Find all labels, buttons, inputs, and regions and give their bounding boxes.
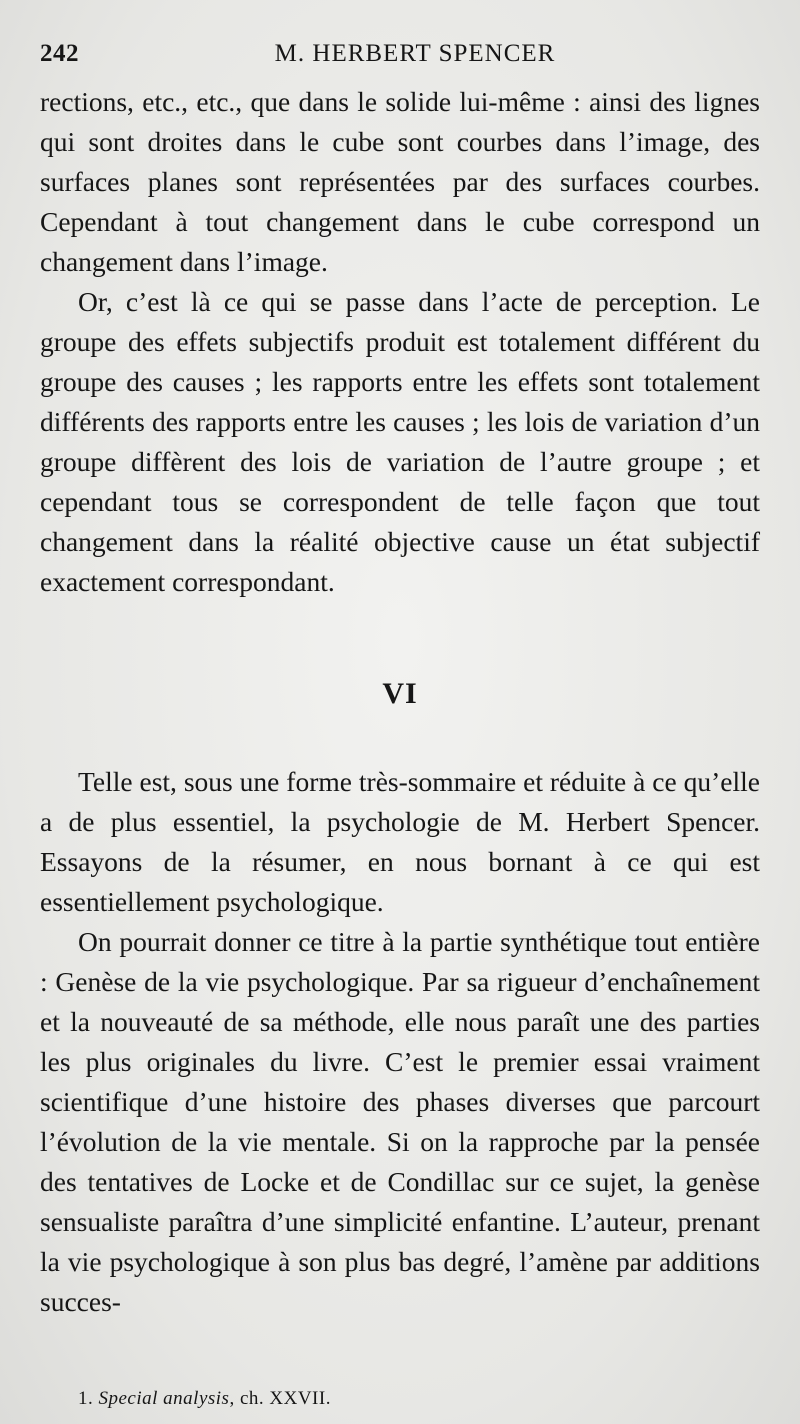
text-block-before [40,82,760,602]
footnote-number: 1. [78,1388,99,1409]
footnote-title: Special analysis [98,1388,230,1409]
paragraph-continuation: rections, etc., etc., que dans le solide lui-même : ainsi des lignes qui sont droites dans le cube sont courbes dans l’image, des surfaces planes sont représentées par des surfaces courbes. Cependant à tout changement dans le cube correspond un changement dans l’image. [40,86,760,277]
paragraph-summary: Telle est, sous une forme très-sommaire et réduite à ce qu’elle a de plus essentiel, la psychologie de M. Herbert Spencer. Essayons de la résumer, en nous bornant à ce qui est essentiellement psychologique. [40,766,760,917]
running-head: M. HERBERT SPENCER [274,40,556,67]
footnote [78,1388,331,1410]
footnote-reference: , ch. XXVII. [229,1388,331,1409]
section-heading: VI [382,677,418,710]
paragraph-perception: Or, c’est là ce qui se passe dans l’acte de perception. Le groupe des effets subjectifs produit est totalement différent du groupe des causes ; les rapports entre les effets sont totalement différents des rapports entre les causes ; les lois de variation d’un groupe diffèrent des lois de variation de l’autre groupe ; et cependant tous se correspondent de telle façon que tout changement dans la réalité objective cause un état subjectif exactement correspondant. [40,286,760,597]
paragraph-genesis: On pourrait donner ce titre à la partie synthétique tout entière : Genèse de la vie psychologique. Par sa rigueur d’enchaînement et la nouveauté de sa méthode, elle nous paraît une des parties les plus originales du livre. C’est le premier essai vraiment scientifique d’une histoire des phases diverses que parcourt l’évolution de la vie mentale. Si on la rapproche par la pensée des tentatives de Locke et de Condillac sur ce sujet, la genèse sensualiste paraîtra d’une simplicité enfantine. L’auteur, prenant la vie psychologique à son plus bas degré, l’amène par additions succes- [40,926,760,1317]
page-header [40,40,760,76]
text-block-after [40,762,760,1322]
page-number: 242 [40,40,79,67]
